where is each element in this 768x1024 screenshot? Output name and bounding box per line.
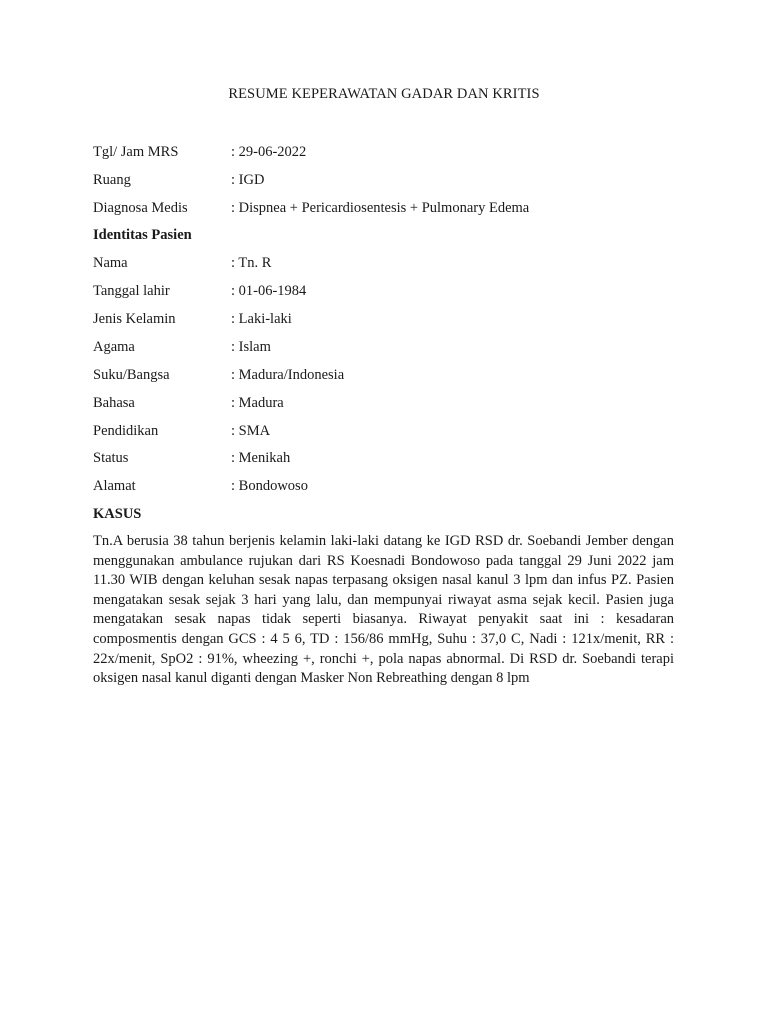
field-label: Alamat — [93, 478, 136, 494]
field-value: : Menikah — [231, 450, 291, 466]
field-label: Status — [93, 450, 129, 466]
field-label: Diagnosa Medis — [93, 200, 188, 216]
field-value: : Madura/Indonesia — [231, 367, 345, 383]
field-label: Bahasa — [93, 395, 135, 411]
field-label: Jenis Kelamin — [93, 311, 176, 327]
field-value: : Madura — [231, 395, 284, 411]
field-value: : IGD — [231, 172, 265, 188]
field-label: Nama — [93, 255, 128, 271]
field-value: : Laki-laki — [231, 311, 292, 327]
identity-heading: Identitas Pasien — [93, 227, 192, 243]
field-label: Agama — [93, 339, 135, 355]
field-value: : 01-06-1984 — [231, 283, 307, 299]
field-value: : 29-06-2022 — [231, 144, 307, 160]
field-label: Pendidikan — [93, 423, 159, 439]
document-title: RESUME KEPERAWATAN GADAR DAN KRITIS — [228, 86, 540, 102]
field-value: : Islam — [231, 339, 271, 355]
field-label: Suku/Bangsa — [93, 367, 170, 383]
field-value: : Bondowoso — [231, 478, 308, 494]
field-value: : Dispnea + Pericardiosentesis + Pulmonary Edema — [231, 200, 530, 216]
field-label: Tgl/ Jam MRS — [93, 144, 179, 160]
field-label: Tanggal lahir — [93, 283, 170, 299]
field-value: : SMA — [231, 423, 271, 439]
case-paragraph: Tn.A berusia 38 tahun berjenis kelamin laki-laki datang ke IGD RSD dr. Soebandi Jember dengan menggunakan ambulance rujukan dari RS Koesnadi Bondowoso pada tanggal 29 Juni 2022 jam 11.30 WIB dengan keluhan sesak napas terpasang oksigen nasal kanul 3 lpm dan infus PZ. Pasien mengatakan sesak sejak 3 hari yang lalu, dan mempunyai riwayat asma sejak kecil. Pasien juga mengatakan sesak napas tidak seperti biasanya. Riwayat penyakit saat ini : kesadaran composmentis dengan GCS : 4 5 6, TD : 156/86 mmHg, Suhu : 37,0 C, Nadi : 121x/menit, RR : 22x/menit, SpO2 : 91%, wheezing +, ronchi +, pola napas abnormal. Di RSD dr. Soebandi terapi oksigen nasal kanul diganti dengan Masker Non Rebreathing dengan 8 lpm — [93, 533, 674, 687]
field-value: : Tn. R — [231, 255, 272, 271]
field-label: Ruang — [93, 172, 131, 188]
case-heading: KASUS — [93, 506, 142, 522]
